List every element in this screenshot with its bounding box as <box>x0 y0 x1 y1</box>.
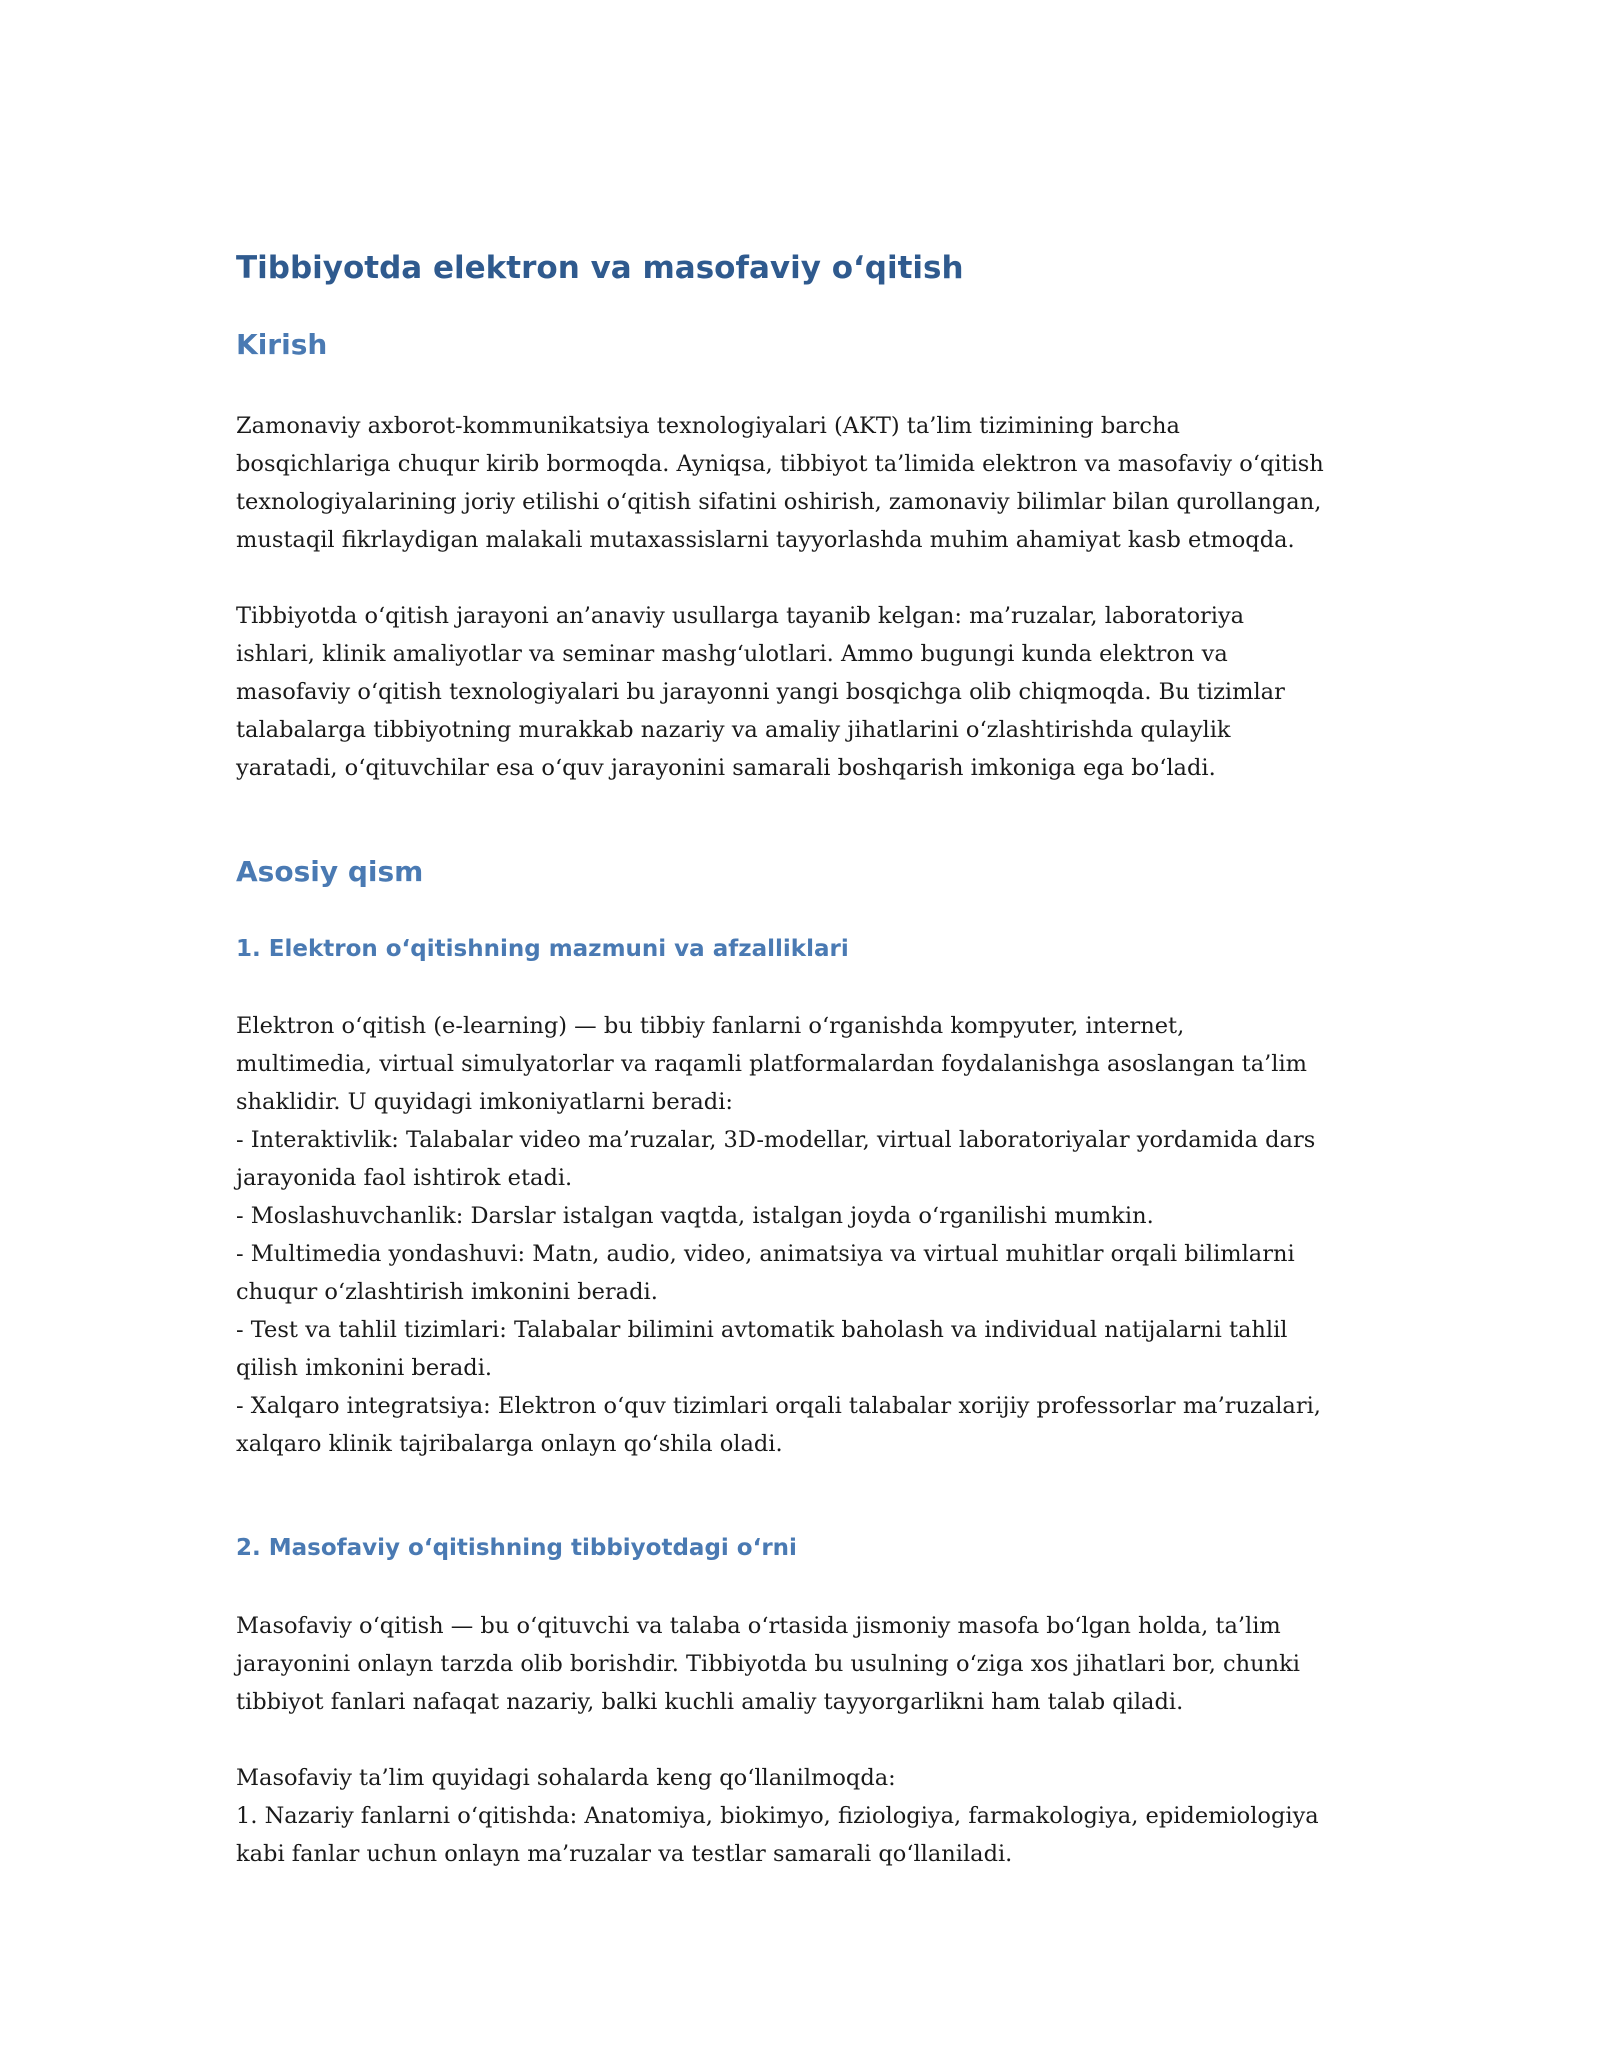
section-1-paragraph: Elektron o‘qitish (e-learning) — bu tibbiy fanlarni o‘rganishda kompyuter, internet, multimedia, virtual simulyatorlar va raqamli platformalardan foydalanishga asoslangan ta’lim shaklidir. U quyidagi imkoniyatlarni beradi: - Interaktivlik: Talabalar video ma’ruzalar, 3D-modellar, virtual laboratoriyalar yordamida dars jarayonida faol ishtirok etadi. - Moslashuvchanlik: Darslar istalgan vaqtda, istalgan joyda o‘rganilishi mumkin. - Multimedia yondashuvi: Matn, audio, video, animatsiya va virtual muhitlar orqali bilimlarni chuqur o‘zlashtirish imkonini beradi. - Test va tahlil tizimlari: Talabalar bilimini avtomatik baholash va individual natijalarni tahlil qilish imkonini beradi. - Xalqaro integratsiya: Elektron o‘quv tizimlari orqali talabalar xorijiy professorlar ma’ruzalari, xalqaro klinik tajribalarga onlayn qo‘shila oladi. <box>236 1013 1321 1457</box>
heading-intro: Kirish <box>236 328 328 361</box>
heading-section-2: 2. Masofaviy o‘qitishning tibbiyotdagi o‘rni <box>236 1535 797 1561</box>
section-2-paragraph-2: Masofaviy ta’lim quyidagi sohalarda keng qo‘llanilmoqda: 1. Nazariy fanlarni o‘qitishda: Anatomiya, biokimyo, fiziologiya, farmakologiya, epidemiologiya kabi fanlar uchun onlayn ma’ruzalar va testlar samarali qo‘llaniladi. <box>236 1765 1319 1867</box>
heading-section-1: 1. Elektron o‘qitishning mazmuni va afzalliklari <box>236 936 849 962</box>
document-title: Tibbiyotda elektron va masofaviy o‘qitish <box>236 250 964 286</box>
intro-paragraph-2: Tibbiyotda o‘qitish jarayoni an’anaviy usullarga tayanib kelgan: ma’ruzalar, laboratoriya ishlari, klinik amaliyotlar va seminar mashg‘ulotlari. Ammo bugungi kunda elektron va masofaviy o‘qitish texnologiyalari bu jarayonni yangi bosqichga olib chiqmoqda. Bu tizimlar talabalarga tibbiyotning murakkab nazariy va amaliy jihatlarini o‘zlashtirishda qulaylik yaratadi, o‘qituvchilar esa o‘quv jarayonini samarali boshqarish imkoniga ega bo‘ladi. <box>236 603 1285 781</box>
section-2-paragraph-1: Masofaviy o‘qitish — bu o‘qituvchi va talaba o‘rtasida jismoniy masofa bo‘lgan holda, ta’lim jarayonini onlayn tarzda olib borishdir. Tibbiyotda bu usulning o‘ziga xos jihatlari bor, chunki tibbiyot fanlari nafaqat nazariy, balki kuchli amaliy tayyorgarlikni ham talab qiladi. <box>236 1613 1300 1715</box>
intro-paragraph-1: Zamonaviy axborot-kommunikatsiya texnologiyalari (AKT) ta’lim tizimining barcha bosqichlariga chuqur kirib bormoqda. Ayniqsa, tibbiyot ta’limida elektron va masofaviy o‘qitish texnologiyalarining joriy etilishi o‘qitish sifatini oshirish, zamonaviy bilimlar bilan qurollangan, mustaqil fikrlaydigan malakali mutaxassislarni tayyorlashda muhim ahamiyat kasb etmoqda. <box>236 413 1324 553</box>
heading-main: Asosiy qism <box>236 855 424 888</box>
